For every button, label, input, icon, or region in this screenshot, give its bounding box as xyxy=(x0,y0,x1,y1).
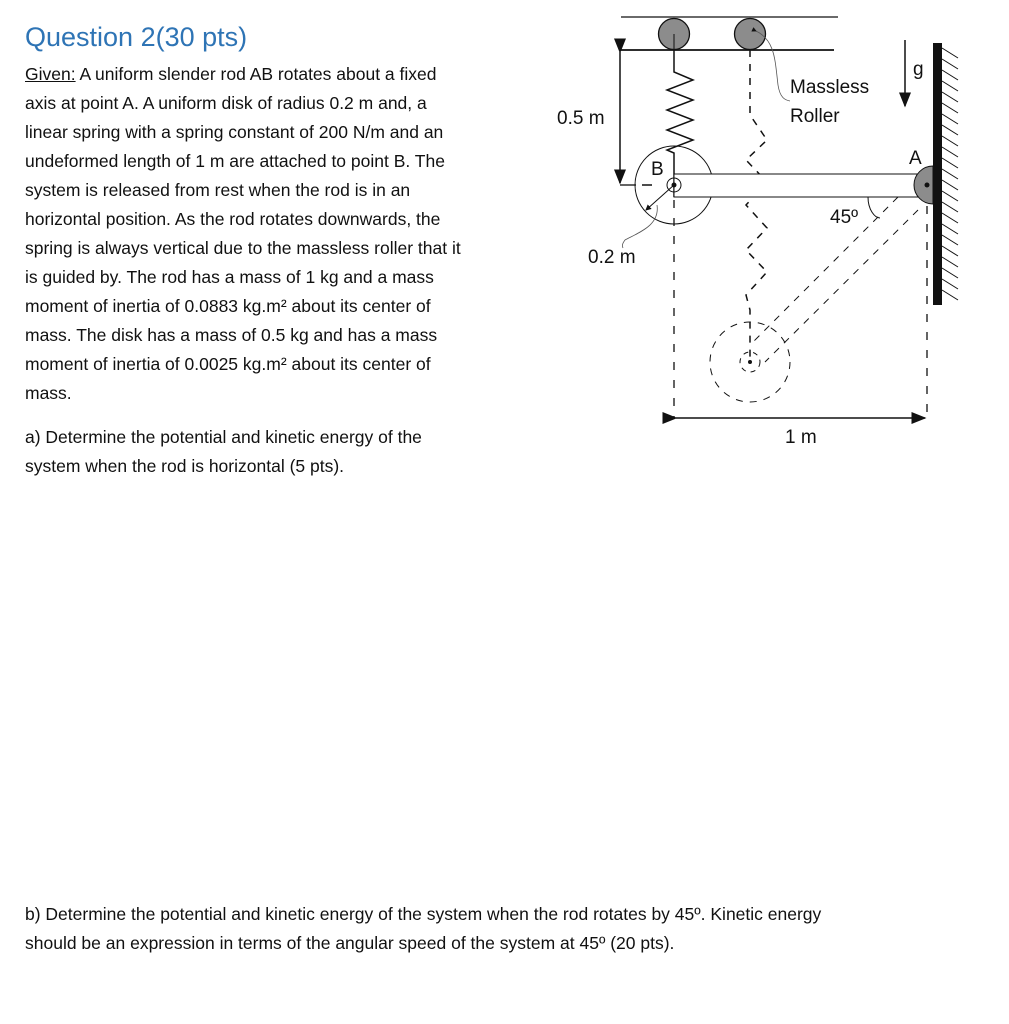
text-line: a) Determine the potential and kinetic energy of the xyxy=(25,427,422,447)
point-a-label: A xyxy=(909,148,922,169)
text-line: axis at point A. A uniform disk of radius 0.2 m and, a xyxy=(25,93,427,113)
text-line: mass. xyxy=(25,383,72,403)
text-line: b) Determine the potential and kinetic energy of the system when the rod rotates by 45º. Kinetic energy xyxy=(25,904,822,924)
text-line: should be an expression in terms of the angular speed of the system at 45º (20 pts). xyxy=(25,933,675,953)
text-line: undeformed length of 1 m are attached to point B. The xyxy=(25,151,445,171)
wall-hatching xyxy=(942,48,958,300)
pin-a xyxy=(914,166,933,204)
text-line: spring is always vertical due to the massless roller that it xyxy=(25,238,461,258)
given-label: Given: xyxy=(25,64,76,84)
rod-rotated-dashed-1 xyxy=(752,197,898,343)
roller-label-line-2: Roller xyxy=(790,106,840,127)
disk-radius-label: 0.2 m xyxy=(588,247,636,268)
spring-rotated-dashed xyxy=(746,50,767,360)
rod-rotated-dashed-2 xyxy=(765,210,918,362)
point-b-label: B xyxy=(651,159,664,180)
gravity-label: g xyxy=(913,59,924,80)
angle-label: 45º xyxy=(830,207,859,228)
rod-ab xyxy=(674,174,924,197)
text-line: moment of inertia of 0.0025 kg.m² about its center of xyxy=(25,354,431,374)
text-line: moment of inertia of 0.0883 kg.m² about its center of xyxy=(25,296,431,316)
dim-label-0.5m: 0.5 m xyxy=(557,108,605,129)
text-line: linear spring with a spring constant of 200 N/m and an xyxy=(25,122,444,142)
text-line: horizontal position. As the rod rotates downwards, the xyxy=(25,209,441,229)
text-line: mass. The disk has a mass of 0.5 kg and has a mass xyxy=(25,325,438,345)
roller-label-line-1: Massless xyxy=(790,77,870,98)
text-line: system is released from rest when the rod is in an xyxy=(25,180,411,200)
wall xyxy=(933,43,942,305)
text-line: is guided by. The rod has a mass of 1 kg and a mass xyxy=(25,267,434,287)
page-title: Question 2(30 pts) xyxy=(25,22,248,52)
dim-label-1m: 1 m xyxy=(785,427,817,448)
angle-arc xyxy=(868,197,880,218)
text-line: A uniform slender rod AB rotates about a fixed xyxy=(75,64,437,84)
text-line: system when the rod is horizontal (5 pts). xyxy=(25,456,345,476)
